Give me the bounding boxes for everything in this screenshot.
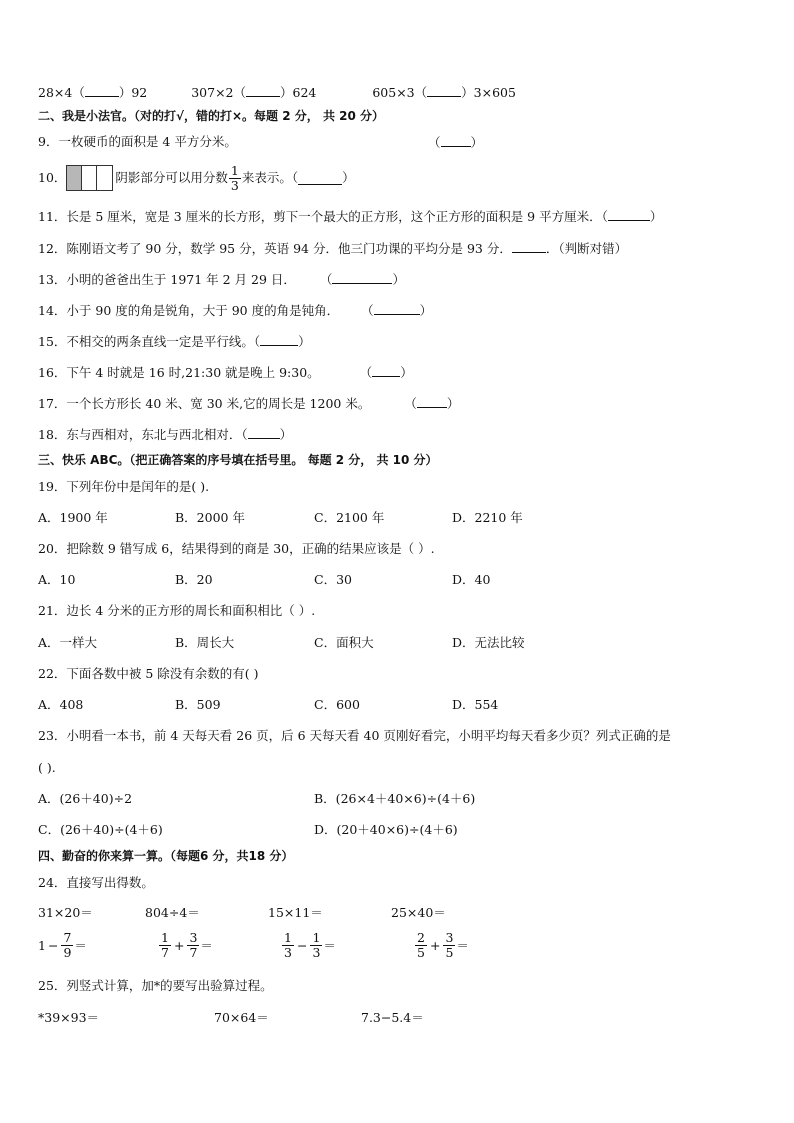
option-19-d: D．2210 年	[452, 510, 523, 525]
question-17: 17．一个长方形长 40 米、宽 30 米,它的周长是 1200 米。 （ ）	[38, 396, 460, 411]
question-19: 19．下列年份中是闰年的是( ).	[38, 479, 210, 494]
fraction-calc-4: $\frac{2}{5}$ + $\frac{3}{5}$ ＝	[417, 929, 469, 960]
question-13: 13．小明的爸爸出生于 1971 年 2 月 29 日． （ ）	[38, 272, 405, 287]
question-15: 15．不相交的两条直线一定是平行线。（ ）	[38, 334, 311, 349]
option-20-d: D．40	[452, 572, 491, 587]
shaded-rectangle-figure	[66, 165, 113, 191]
question-23-blank: ( ).	[38, 760, 56, 775]
compare-2: 307×2（ ）624	[191, 85, 317, 100]
section-4-heading: 四、勤奋的你来算一算。（每题6 分，共18 分）	[38, 849, 294, 863]
section-3-heading: 三、快乐 ABC。（把正确答案的序号填在括号里。 每题 2 分， 共 10 分）	[38, 453, 438, 467]
question-11: 11．长是 5 厘米，宽是 3 厘米的长方形，剪下一个最大的正方形，这个正方形的面积是 9 平方厘米．（ ）	[38, 209, 663, 224]
compare-3: 605×3（ ）3×605	[372, 85, 516, 100]
option-21-c: C．面积大	[314, 635, 374, 650]
question-12: 12．陈刚语文考了 90 分，数学 95 分，英语 94 分．他三门功课的平均分是 93 分． ．（判断对错）	[38, 241, 628, 256]
option-21-b: B．周长大	[175, 635, 235, 650]
calc-3: 15×11＝	[268, 905, 323, 920]
option-23-d: D．(20＋40×6)÷(4＋6)	[314, 822, 458, 837]
option-21-d: D．无法比较	[452, 635, 525, 650]
calc-1: 31×20＝	[38, 905, 93, 920]
question-22: 22．下面各数中被 5 除没有余数的有( )	[38, 666, 259, 681]
option-20-c: C．30	[314, 572, 352, 587]
option-21-a: A．一样大	[38, 635, 98, 650]
option-20-b: B．20	[175, 572, 213, 587]
question-16: 16．下午 4 时就是 16 时,21:30 就是晚上 9:30。 （ ）	[38, 365, 413, 380]
option-23-b: B．(26×4＋40×6)÷(4＋6)	[314, 791, 476, 806]
vertical-calc-2: 70×64＝	[214, 1010, 269, 1025]
vertical-calc-3: 7.3−5.4＝	[361, 1010, 424, 1025]
fraction-one-third: $\frac{1}{3}$	[230, 162, 239, 193]
question-23: 23．小明看一本书，前 4 天每天看 26 页，后 6 天每天看 40 页刚好看完，小明平均每天看多少页？列式正确的是	[38, 728, 671, 743]
compare-1: 28×4（ ）92	[38, 85, 148, 100]
option-23-c: C．(26＋40)÷(4＋6)	[38, 822, 163, 837]
calc-4: 25×40＝	[391, 905, 446, 920]
question-10: 10． 阴影部分可以用分数 $\frac{1}{3}$ 来表示。（ ）	[38, 162, 355, 193]
option-22-a: A．408	[38, 697, 84, 712]
question-25: 25．列竖式计算，加*的要写出验算过程。	[38, 978, 273, 993]
calc-2: 804÷4＝	[145, 905, 200, 920]
question-14: 14．小于 90 度的角是锐角，大于 90 度的角是钝角． （ ）	[38, 303, 433, 318]
question-24: 24．直接写出得数。	[38, 875, 154, 890]
comparison-row	[38, 84, 516, 101]
option-19-c: C．2100 年	[314, 510, 385, 525]
option-22-d: D．554	[452, 697, 499, 712]
section-2-heading: 二、我是小法官。（对的打√，错的打×。每题 2 分， 共 20 分）	[38, 109, 384, 123]
question-21: 21．边长 4 分米的正方形的周长和面积相比（ ）.	[38, 603, 316, 618]
option-22-c: C．600	[314, 697, 360, 712]
fraction-calc-2: $\frac{1}{7}$ + $\frac{3}{7}$ ＝	[161, 929, 213, 960]
option-19-b: B．2000 年	[175, 510, 245, 525]
fraction-calc-1: 1 − $\frac{7}{9}$ ＝	[38, 929, 87, 960]
option-22-b: B．509	[175, 697, 221, 712]
fraction-calc-3: $\frac{1}{3}$ − $\frac{1}{3}$ ＝	[284, 929, 336, 960]
option-23-a: A．(26＋40)÷2	[38, 791, 133, 806]
option-20-a: A．10	[38, 572, 76, 587]
question-20: 20．把除数 9 错写成 6，结果得到的商是 30，正确的结果应该是（ ）.	[38, 541, 435, 556]
option-19-a: A．1900 年	[38, 510, 108, 525]
vertical-calc-1: *39×93＝	[38, 1010, 100, 1025]
question-9: 9．一枚硬币的面积是 4 平方分米。 （ ）	[38, 134, 484, 150]
question-18: 18．东与西相对，东北与西北相对．（ ）	[38, 427, 293, 442]
